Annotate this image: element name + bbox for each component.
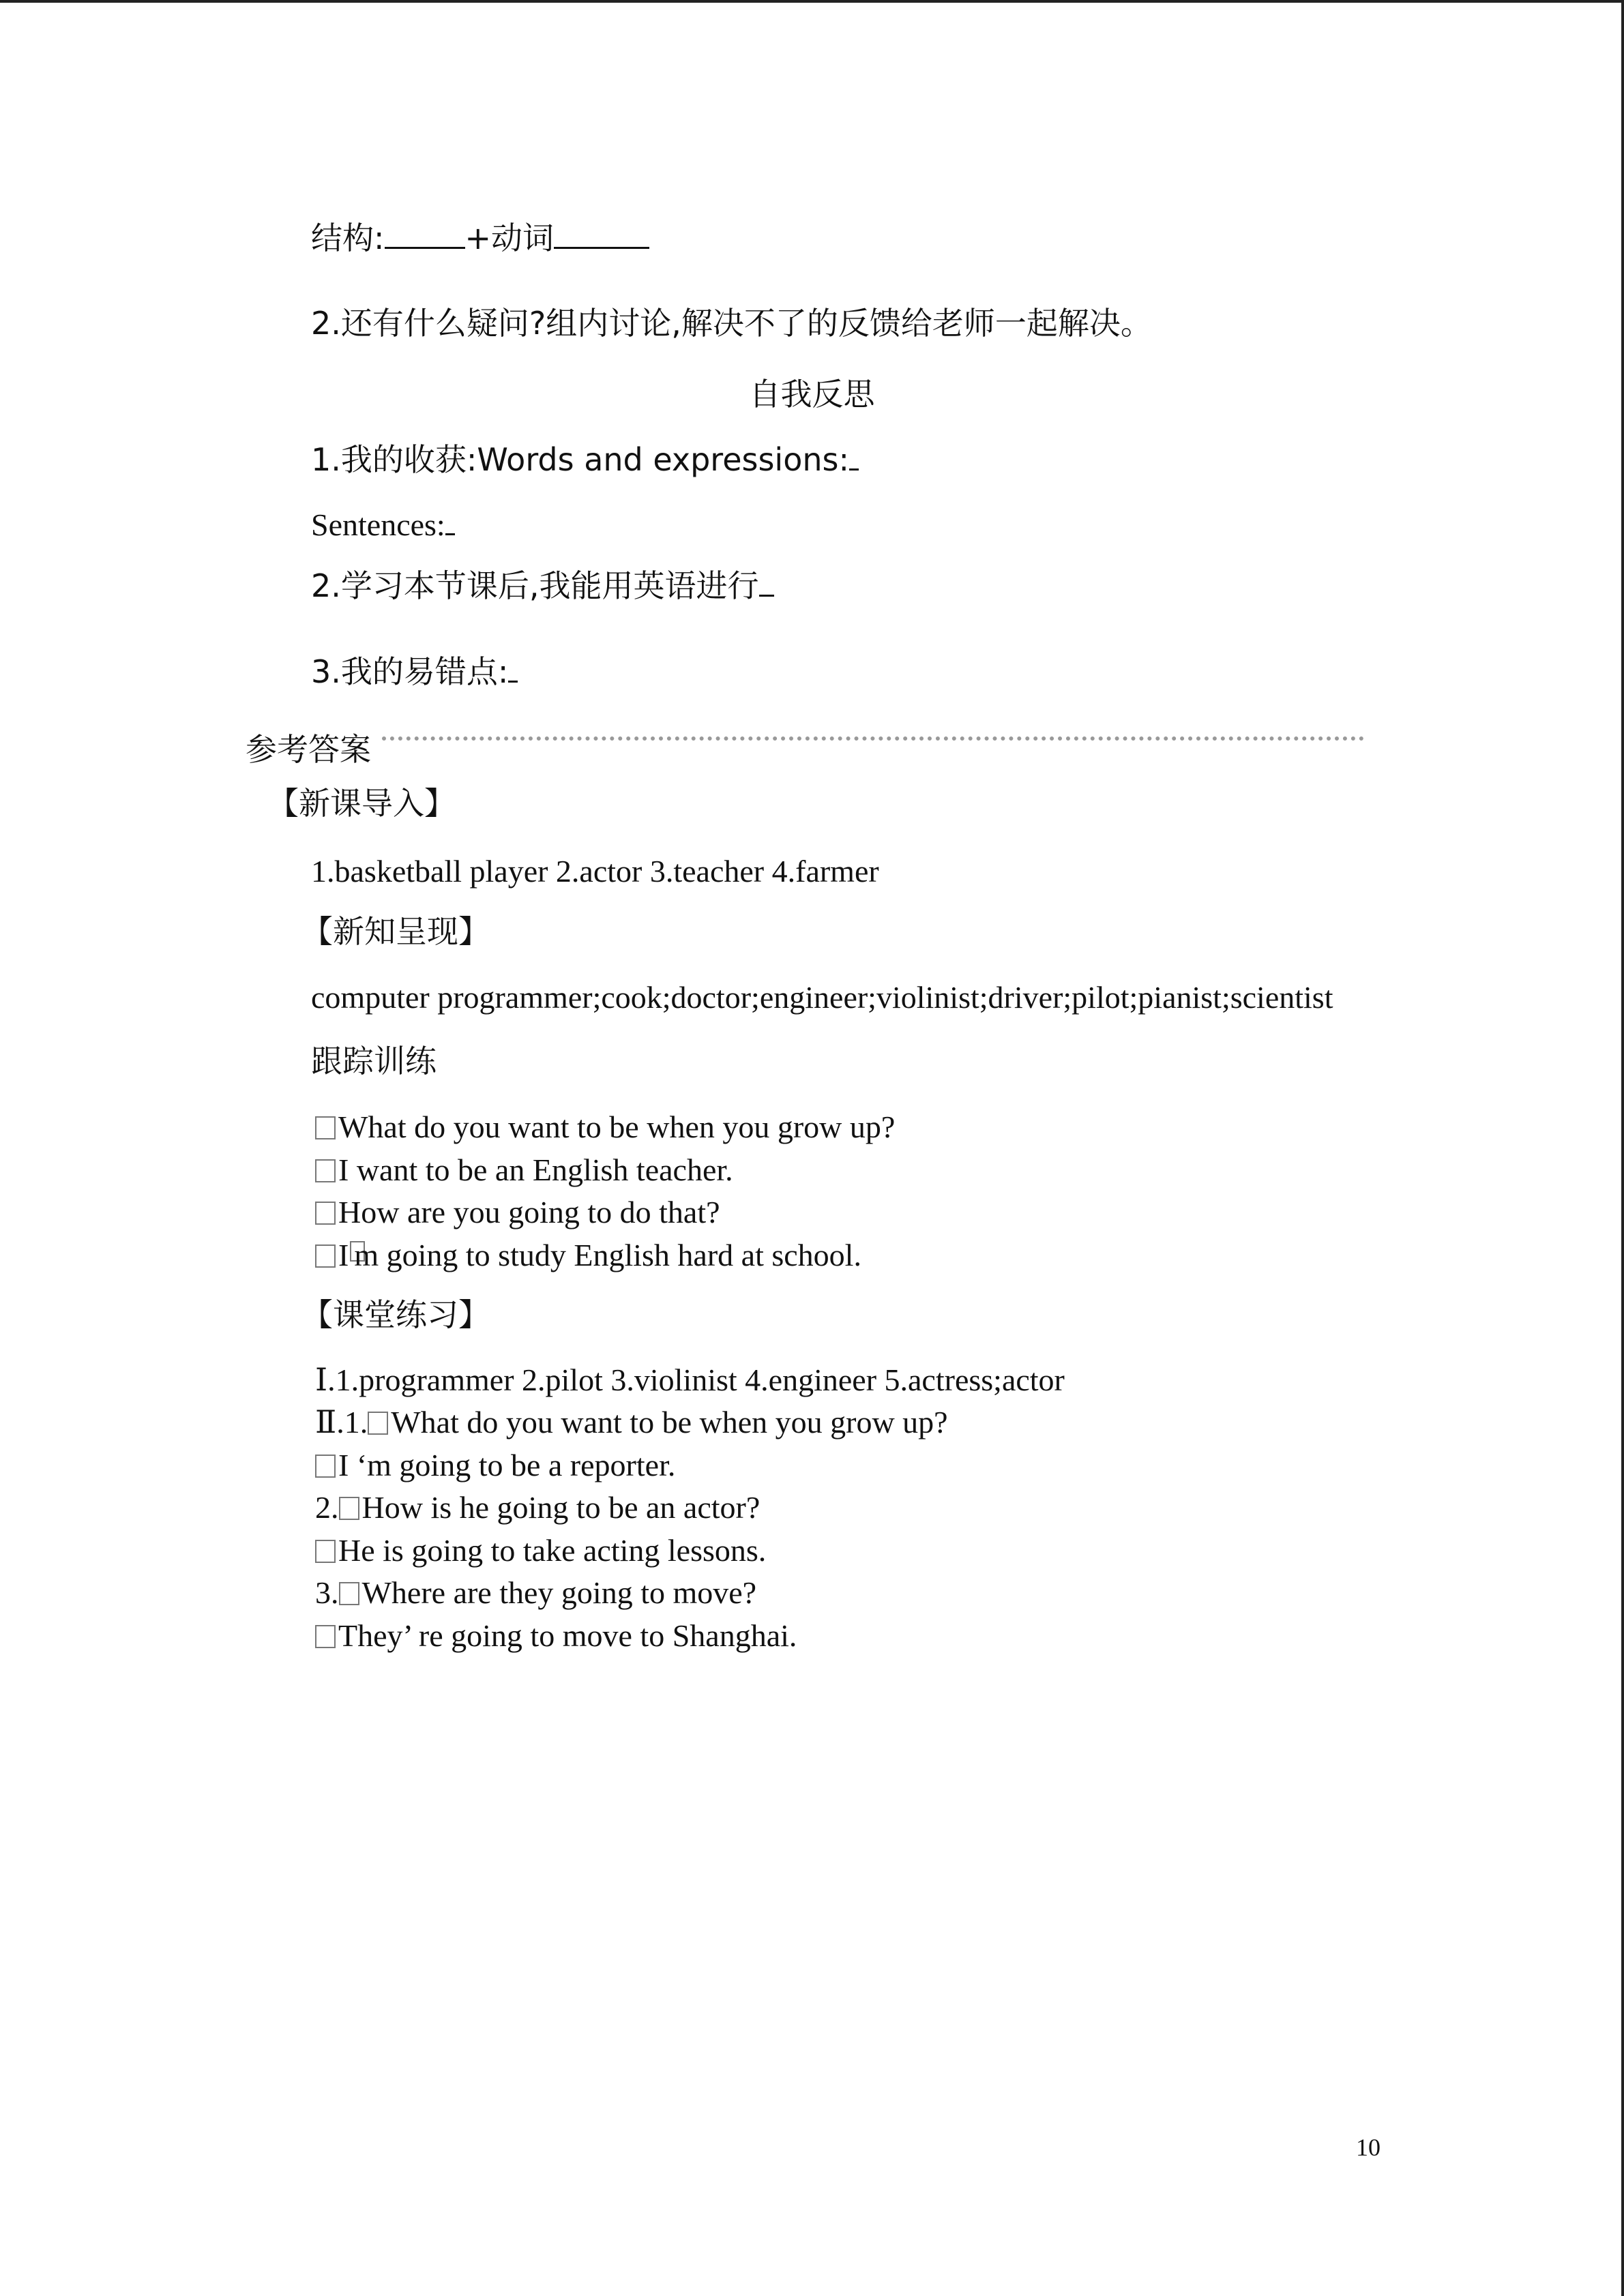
checkbox-icon: [315, 1159, 336, 1182]
checkbox-icon: [315, 1244, 336, 1268]
reflection-item-3-text: 2.学习本节课后,我能用英语进行: [311, 567, 759, 604]
tracking-text-2: I want to be an English teacher.: [338, 1152, 733, 1187]
exercise-2-line-4: [315, 1533, 766, 1569]
new-knowledge-heading: 【新知呈现】: [301, 913, 490, 950]
reflection-item-2-text: Sentences:: [311, 507, 445, 542]
exercise-2-line-5: [315, 1575, 756, 1611]
structure-label: 结构:: [311, 220, 385, 256]
structure-blank-1[interactable]: [385, 220, 465, 249]
reflection-blank-3[interactable]: [759, 567, 774, 597]
checkbox-icon: [339, 1582, 359, 1605]
reflection-item-4: [311, 653, 518, 691]
exercise-text: They’ re going to move to Shanghai.: [338, 1618, 797, 1653]
question-2: 2.还有什么疑问?组内讨论,解决不了的反馈给老师一起解决。: [311, 305, 1152, 342]
answers-title: 参考答案: [246, 731, 371, 768]
intro-answers: 1.basketball player 2.actor 3.teacher 4.farmer: [311, 854, 879, 889]
answers-dotted-rule: [382, 736, 1364, 741]
exercise-2-line-1: [315, 1405, 948, 1441]
reflection-item-3: [311, 567, 774, 605]
checkbox-icon: [339, 1497, 359, 1520]
reflection-blank-4[interactable]: [508, 653, 518, 683]
exercise-1-answers: Ⅰ.1.programmer 2.pilot 3.violinist 4.engineer 5.actress;actor: [315, 1362, 1065, 1397]
checkbox-icon: [315, 1625, 336, 1648]
tracking-text-1: What do you want to be when you grow up?: [338, 1109, 896, 1144]
structure-blank-2[interactable]: [554, 220, 649, 249]
classroom-practice-heading: 【课堂练习】: [301, 1296, 490, 1333]
checkbox-icon: [315, 1202, 336, 1225]
checkbox-icon: [368, 1412, 388, 1435]
exercise-2-line-3: [315, 1490, 760, 1526]
exercise-text: How is he going to be an actor?: [361, 1490, 761, 1525]
reflection-item-1-text: 1.我的收获:Words and expressions:: [311, 441, 849, 478]
exercise-text: He is going to take acting lessons.: [338, 1533, 767, 1568]
exercise-text: I ‘m going to be a reporter.: [338, 1448, 676, 1482]
tracking-text-4a: I: [338, 1238, 349, 1272]
reflection-blank-1[interactable]: [849, 441, 859, 471]
exercise-text: Where are they going to move?: [361, 1575, 757, 1610]
exercise-text: What do you want to be when you grow up?: [391, 1405, 948, 1440]
reflection-blank-2[interactable]: [445, 506, 455, 535]
tracking-text-4b: m going to study English hard at school.: [354, 1238, 861, 1272]
exercise-prefix: Ⅱ.1.: [315, 1405, 368, 1440]
right-border: [1621, 0, 1624, 2296]
structure-line: [311, 220, 649, 257]
exercise-2-line-2: [315, 1448, 675, 1484]
intro-heading: 【新课导入】: [267, 785, 456, 822]
checkbox-icon: [315, 1116, 336, 1139]
reflection-item-4-text: 3.我的易错点:: [311, 653, 509, 690]
reflection-item-2: [311, 506, 455, 543]
new-knowledge-answers: computer programmer;cook;doctor;engineer;violinist;driver;pilot;pianist;scientist: [311, 980, 1333, 1015]
tracking-heading: 跟踪训练: [311, 1043, 437, 1079]
tracking-line-2: [315, 1152, 733, 1189]
page-number: 10: [1356, 2134, 1381, 2161]
tracking-line-3: [315, 1195, 720, 1231]
tracking-line-4: [315, 1238, 861, 1274]
exercise-2-line-6: [315, 1618, 797, 1654]
structure-plus-verb: +动词: [464, 220, 555, 256]
exercise-prefix: 2.: [315, 1490, 339, 1525]
reflection-title: 自我反思: [749, 376, 875, 413]
checkbox-icon: [315, 1540, 336, 1563]
tracking-line-1: [315, 1109, 895, 1146]
exercise-prefix: 3.: [315, 1575, 339, 1610]
top-border: [0, 0, 1624, 3]
tracking-text-3: How are you going to do that?: [338, 1195, 720, 1229]
reflection-item-1: [311, 441, 859, 479]
checkbox-icon: [315, 1455, 336, 1478]
